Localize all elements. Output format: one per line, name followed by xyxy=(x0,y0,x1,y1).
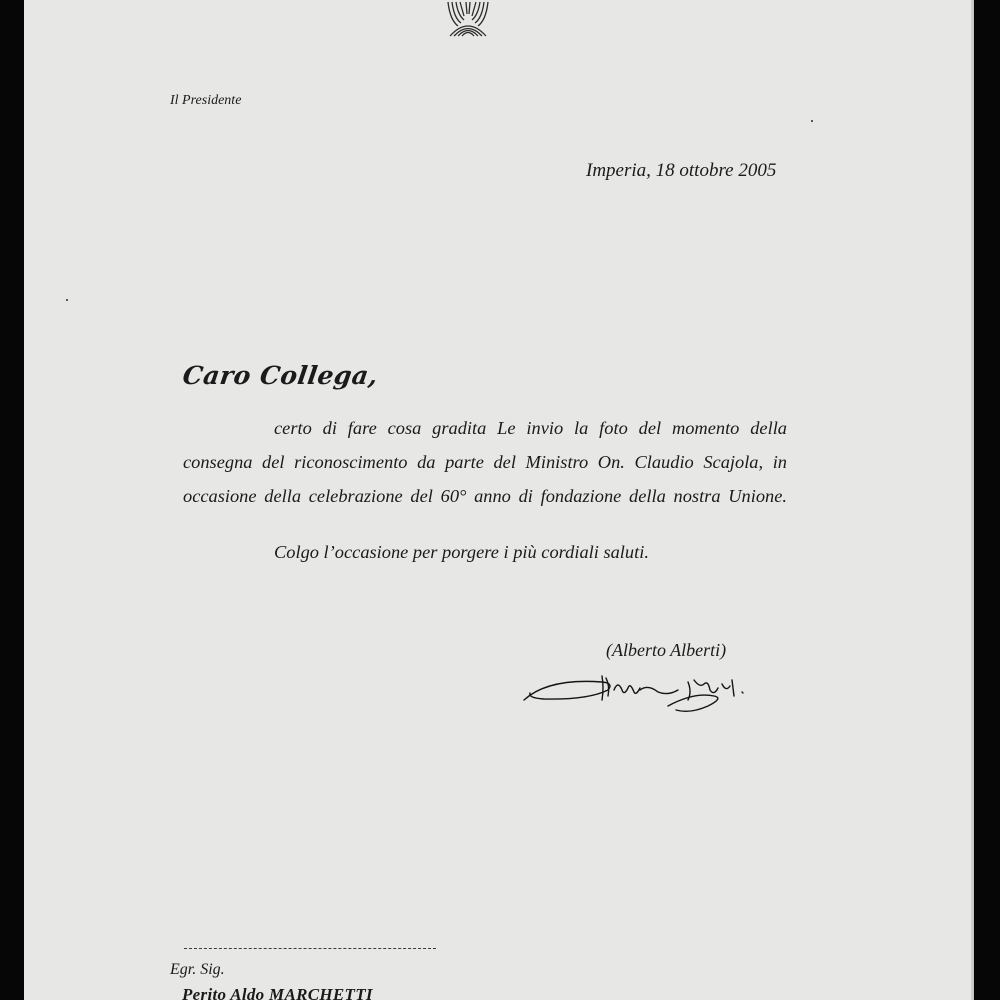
body-line: occasione della celebrazione del 60° anno di fondazione della nostra Unione. xyxy=(183,486,787,506)
handwritten-signature xyxy=(518,666,758,718)
sheet-edge xyxy=(971,0,974,1000)
recipient-prefix: Egr. Sig. xyxy=(170,961,225,978)
letter-body xyxy=(183,411,787,513)
recipient-name: Perito Aldo MARCHETTI xyxy=(182,985,373,1000)
separator-line xyxy=(184,948,436,949)
body-line: certo di fare cosa gradita Le invio la foto del momento della xyxy=(274,418,787,438)
place-date: Imperia, 18 ottobre 2005 xyxy=(586,160,777,181)
signer-name: (Alberto Alberti) xyxy=(606,640,727,660)
paper-speck xyxy=(66,299,68,301)
sender-title: Il Presidente xyxy=(170,93,242,108)
body-line: consegna del riconoscimento da parte del Ministro On. Claudio Scajola, in xyxy=(183,452,787,472)
letterhead-logo-icon xyxy=(442,0,494,38)
letter-sheet xyxy=(24,0,974,1000)
closing-line: Colgo l’occasione per porgere i più cordiali saluti. xyxy=(274,542,649,562)
salutation: Caro Collega, xyxy=(180,361,381,390)
paper-speck xyxy=(811,120,813,122)
